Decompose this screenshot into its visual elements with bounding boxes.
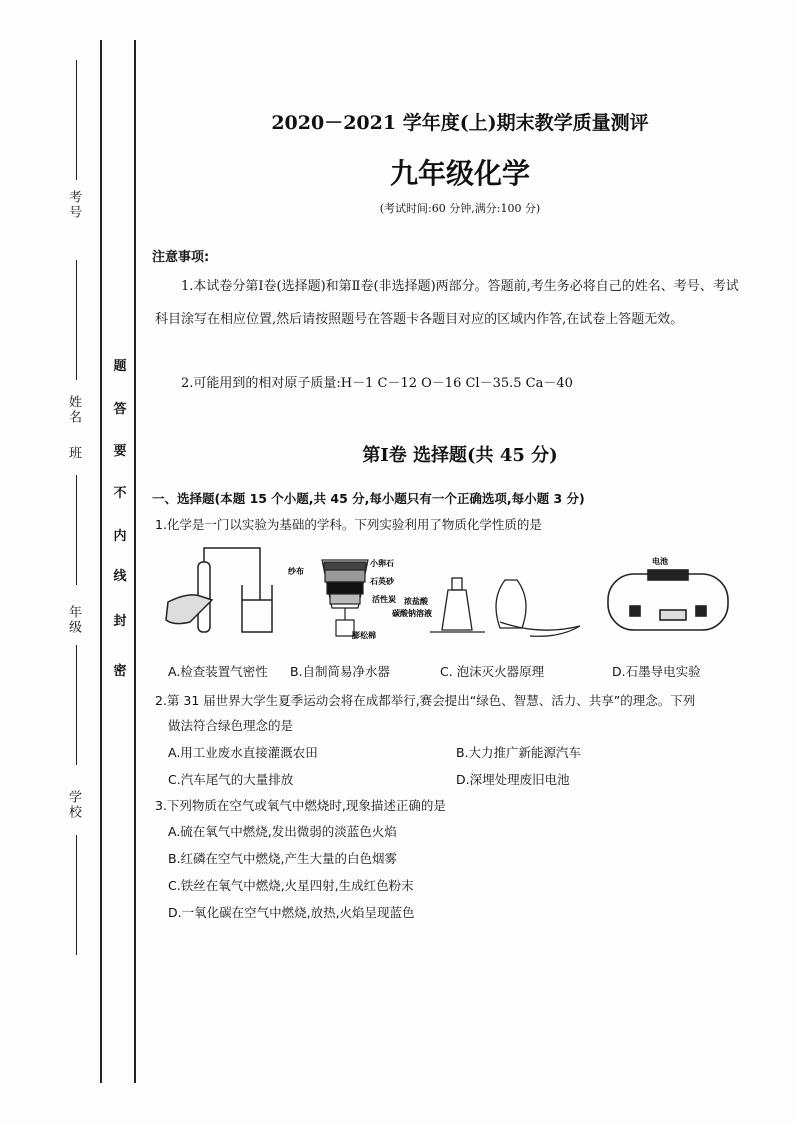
label-pebbles: 小卵石 — [370, 559, 394, 568]
exam-title: 2020－2021 学年度(上)期末教学质量测评 — [271, 112, 649, 134]
water-purifier-figure — [322, 560, 368, 636]
field-xingming: 姓名 — [66, 395, 81, 425]
graphite-conductivity-figure — [608, 570, 728, 630]
q1-option-b: B.自制简易净水器 — [290, 664, 391, 679]
subject-title: 九年级化学 — [389, 157, 530, 190]
q2-option-c: C.汽车尾气的大量排放 — [168, 772, 294, 787]
seal-char: 内 — [113, 529, 127, 544]
q1-option-a: A.检查装置气密性 — [168, 664, 268, 679]
label-gauze: 纱布 — [288, 567, 304, 576]
q1-option-c: C. 泡沫灭火器原理 — [440, 664, 545, 679]
fire-extinguisher-figure — [430, 578, 580, 636]
margin-line-2 — [134, 40, 136, 1083]
field-xingming-blank — [76, 260, 77, 380]
q2-option-b: B.大力推广新能源汽车 — [456, 745, 582, 760]
seal-char: 题 — [113, 359, 127, 374]
q2-option-a: A.用工业废水直接灌溉农田 — [168, 745, 318, 760]
field-kaohao: 考号 — [66, 190, 81, 220]
section-instruction: 一、选择题(本题 15 个小题,共 45 分,每小题只有一个正确选项,每小题 3 分) — [152, 491, 585, 506]
label-hydrochloric-acid: 浓盐酸 — [404, 597, 428, 606]
notice-item-2: 2.可能用到的相对原子质量:H－1 C－12 O－16 Cl－35.5 Ca－40 — [181, 376, 573, 391]
label-sodium-carbonate: 碳酸钠溶液 — [392, 609, 432, 618]
field-nianji: 年级 — [66, 605, 81, 635]
notice-item-1: 1.本试卷分第Ⅰ卷(选择题)和第Ⅱ卷(非选择题)两部分。答题前,考生务必将自己的姓名、考号、考试科目涂写在相应位置,然后请按照题号在答题卡各题目对应的区域内作答,在试卷上答题无效。 — [155, 279, 739, 327]
label-quartz-sand: 石英砂 — [370, 577, 394, 586]
notice-heading: 注意事项: — [152, 250, 210, 265]
field-banji: 班 — [66, 446, 81, 461]
q1-option-d: D.石墨导电实验 — [612, 664, 701, 679]
q3-option-a: A.硫在氧气中燃烧,发出微弱的淡蓝色火焰 — [168, 824, 397, 839]
seal-char: 线 — [113, 569, 127, 584]
exam-info: (考试时间:60 分钟,满分:100 分) — [379, 202, 541, 215]
seal-char: 密 — [113, 664, 127, 679]
label-activated-carbon: 活性炭 — [372, 595, 396, 604]
field-kaohao-blank — [76, 60, 77, 180]
label-battery: 电池 — [652, 557, 668, 566]
q2-option-d: D.深埋处理废旧电池 — [456, 772, 570, 787]
seal-char: 答 — [113, 402, 127, 417]
question-3-stem: 3.下列物质在空气或氧气中燃烧时,现象描述正确的是 — [155, 798, 446, 813]
airtight-check-figure — [166, 548, 272, 632]
seal-char: 不 — [113, 486, 127, 501]
question-1-stem: 1.化学是一门以实验为基础的学科。下列实验利用了物质化学性质的是 — [155, 517, 542, 532]
field-banji-blank — [76, 475, 77, 585]
apparatus-illustrations — [160, 540, 740, 650]
seal-char: 封 — [113, 614, 127, 629]
field-xuexiao: 学校 — [66, 790, 81, 820]
section-title: 第Ⅰ卷 选择题(共 45 分) — [362, 445, 558, 466]
question-2-stem-cont: 做法符合绿色理念的是 — [168, 718, 294, 733]
q3-option-d: D.一氧化碳在空气中燃烧,放热,火焰呈现蓝色 — [168, 905, 415, 920]
q3-option-b: B.红磷在空气中燃烧,产生大量的白色烟雾 — [168, 851, 398, 866]
field-xuexiao-blank — [76, 835, 77, 955]
field-nianji-blank — [76, 645, 77, 765]
q3-option-c: C.铁丝在氧气中燃烧,火星四射,生成红色粉末 — [168, 878, 414, 893]
question-2-stem: 2.第 31 届世界大学生夏季运动会将在成都举行,赛会提出“绿色、智慧、活力、共享”的理念。下列 — [155, 693, 696, 708]
margin-line-1 — [100, 40, 102, 1083]
seal-char: 要 — [113, 444, 127, 459]
question-1-figures — [160, 540, 740, 650]
label-cotton: 膨松棉 — [352, 631, 376, 640]
